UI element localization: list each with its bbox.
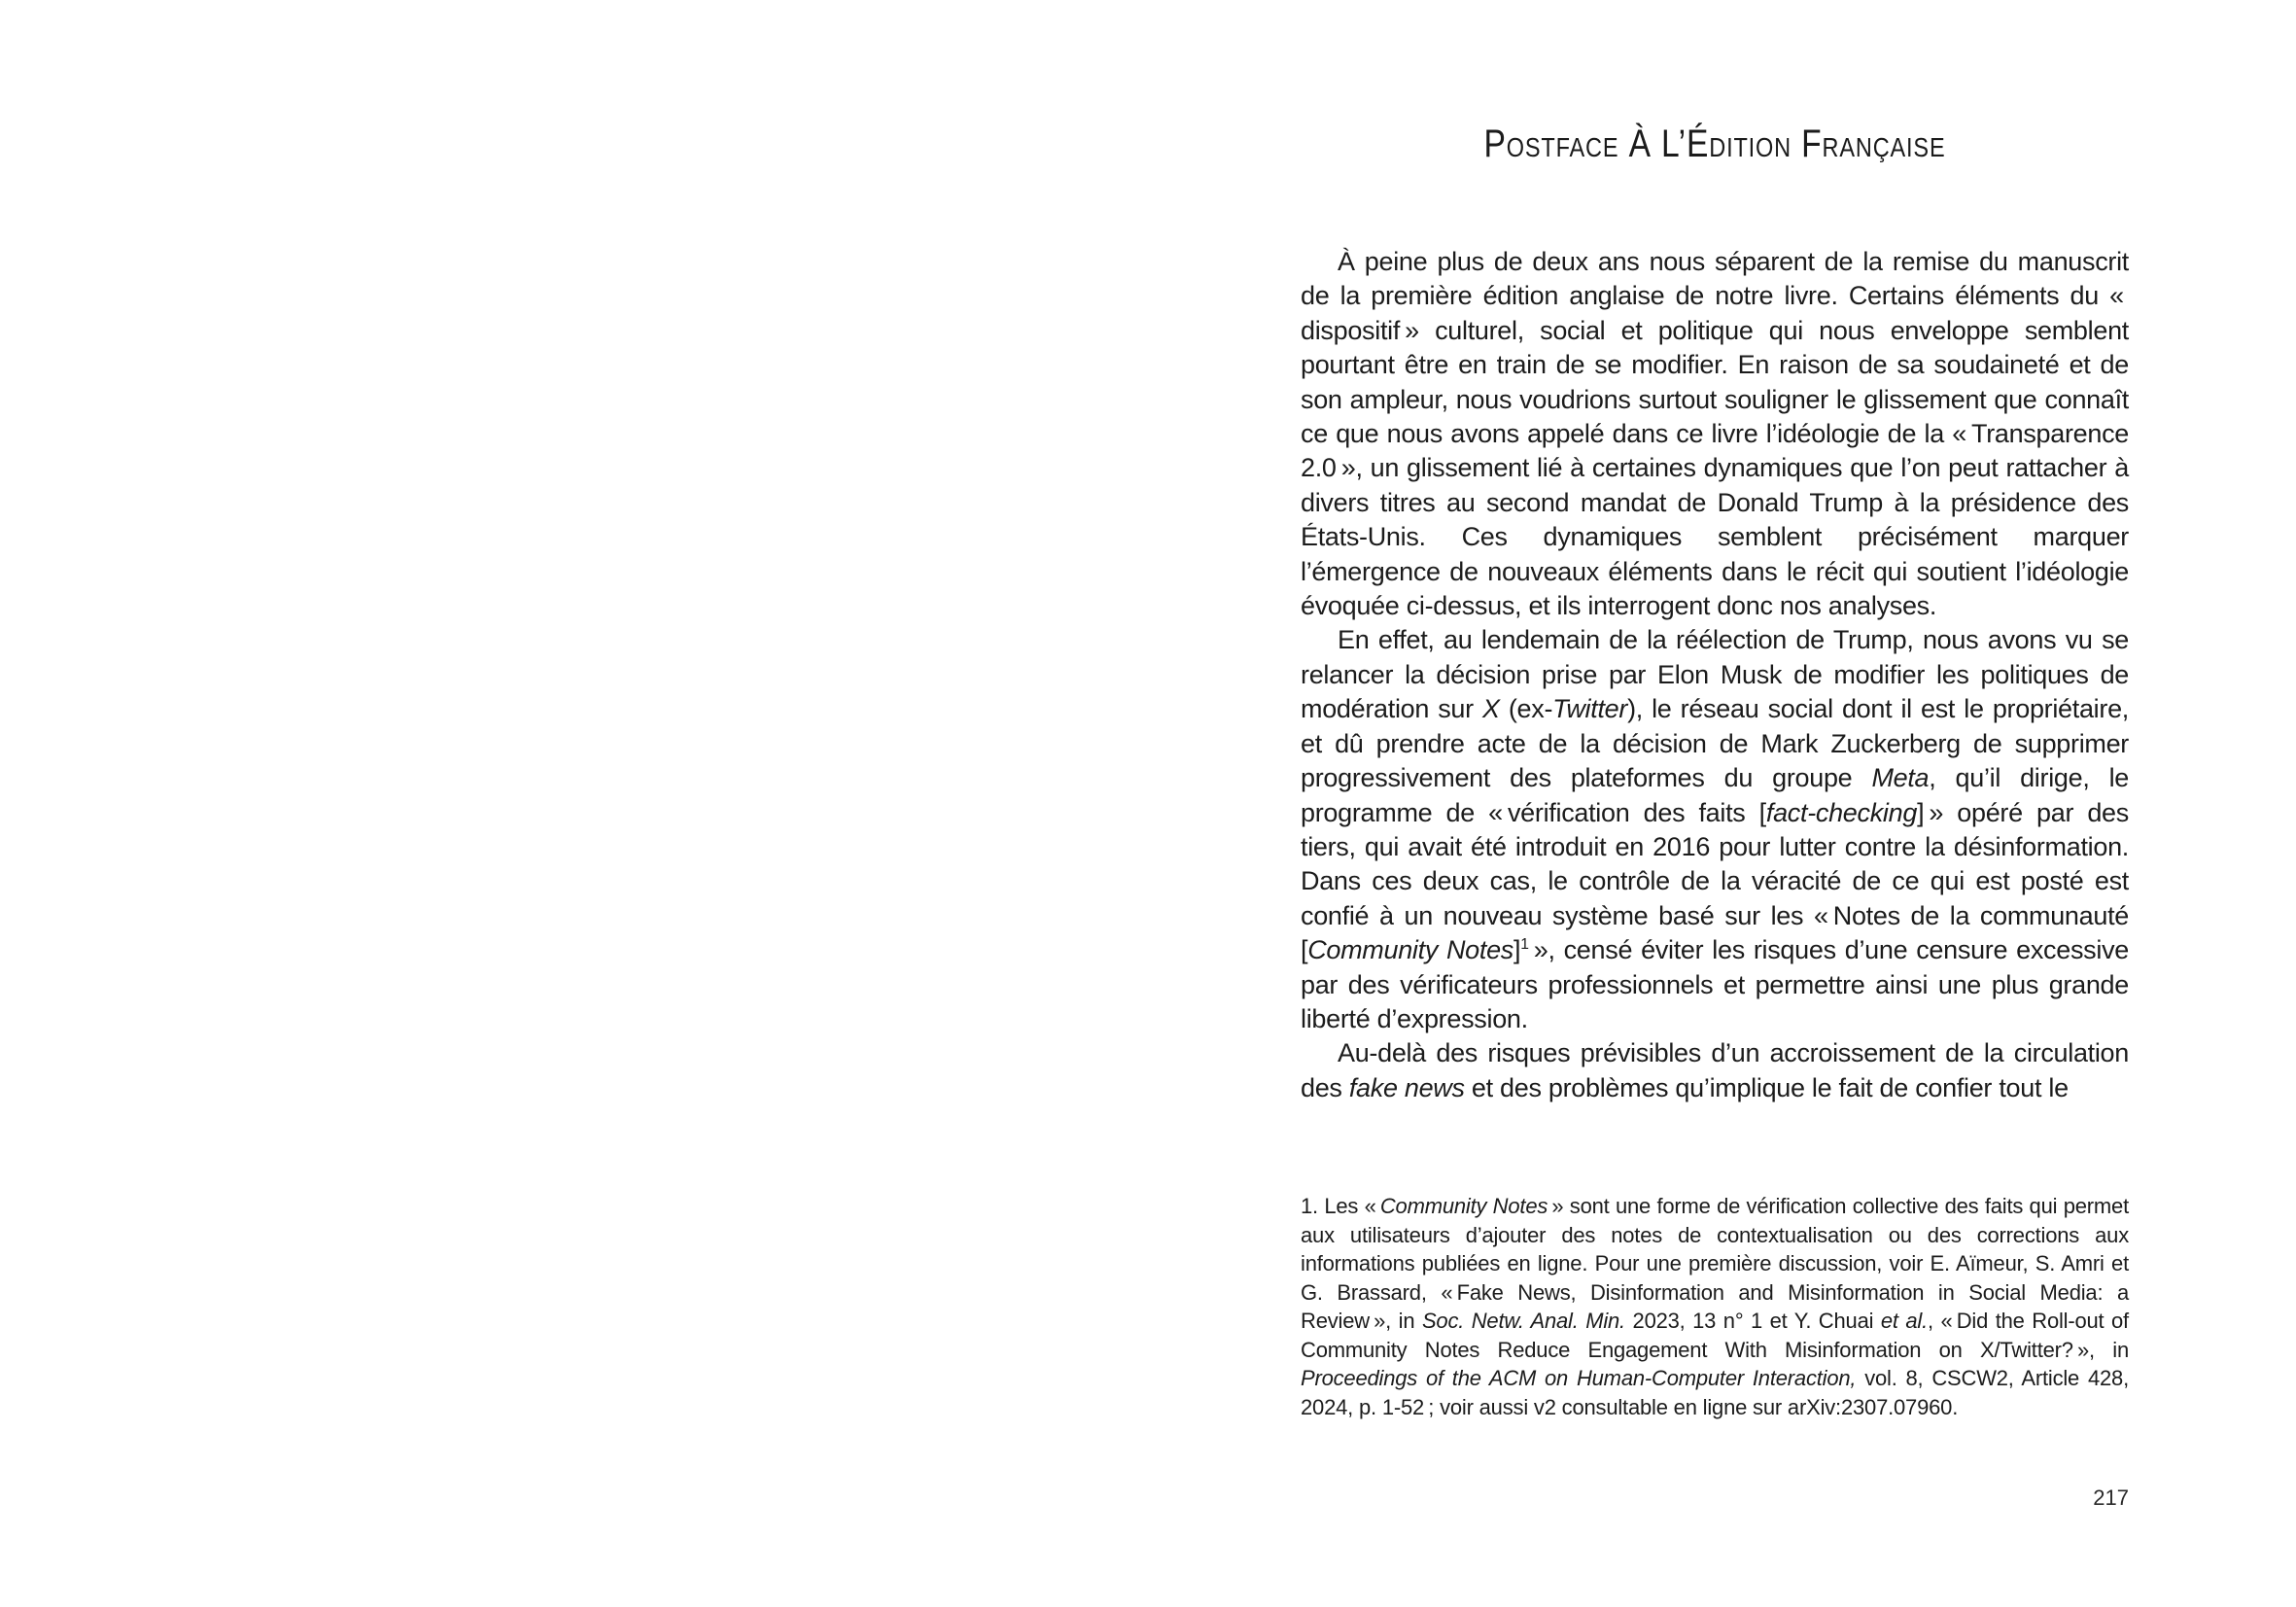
text-column	[1301, 0, 2129, 1607]
body-text	[1301, 245, 2129, 1105]
page-title: Postface À L’Édition Française	[1483, 122, 1946, 165]
paragraph-3: Au-delà des risques prévisibles d’un accroissement de la circulation des fake news et des problèmes qu’implique le fait de confier tout le	[1301, 1038, 2129, 1102]
paragraph-1: À peine plus de deux ans nous séparent de la remise du manuscrit de la première édition anglaise de notre livre. Certains éléments du « dispositif » culturel, social et politique qui nous enveloppe semblent pourtant être en train de se modifier. En raison de sa soudaineté et de son ampleur, nous voudrions surtout souligner le glissement que connaît ce que nous avons appelé dans ce livre l’idéologie de la « Transparence 2.0 », un glissement lié à certaines dynamiques que l’on peut rattacher à divers titres au second mandat de Donald Trump à la présidence des États-Unis. Ces dynamiques semblent précisément marquer l’émergence de nouveaux éléments dans le récit qui soutient l’idéologie évoquée ci-dessus, et ils interrogent donc nos analyses.	[1301, 247, 2129, 621]
paragraph-2: En effet, au lendemain de la réélection de Trump, nous avons vu se relancer la décision prise par Elon Musk de modifier les politiques de modération sur X (ex-Twitter), le réseau social dont il est le propriétaire, et dû prendre acte de la décision de Mark Zuckerberg de supprimer progressivement des plateformes du groupe Meta, qu’il dirige, le programme de « vérification des faits [fact-checking] » opéré par des tiers, qui avait été introduit en 2016 pour lutter contre la désinformation. Dans ces deux cas, le contrôle de la véracité de ce qui est posté est confié à un nouveau système basé sur les « Notes de la communauté [Community Notes]$^1$ », censé éviter les risques d’une censure excessive par des vérificateurs professionnels et permettre ainsi une plus grande liberté d’expression.	[1301, 625, 2129, 1033]
footnote: 1. Les « Community Notes » sont une forme de vérification collective des faits qui permet aux utilisateurs d’ajouter des notes de contextualisation ou des corrections aux informations publiées en ligne. Pour une première discussion, voir E. Aïmeur, S. Amri et G. Brassard, « Fake News, Disinformation and Misinformation in Social Media: a Review », in Soc. Netw. Anal. Min. 2023, 13 n° 1 et Y. Chuai et al., « Did the Roll-out of Community Notes Reduce Engagement With Misinformation on X/Twitter? », in Proceedings of the ACM on Human-Computer Interaction, vol. 8, CSCW2, Article 428, 2024, p. 1-52 ; voir aussi v2 consultable en ligne sur arXiv:2307.07960.	[1301, 1194, 2129, 1419]
page-number: 217	[2093, 1485, 2129, 1510]
